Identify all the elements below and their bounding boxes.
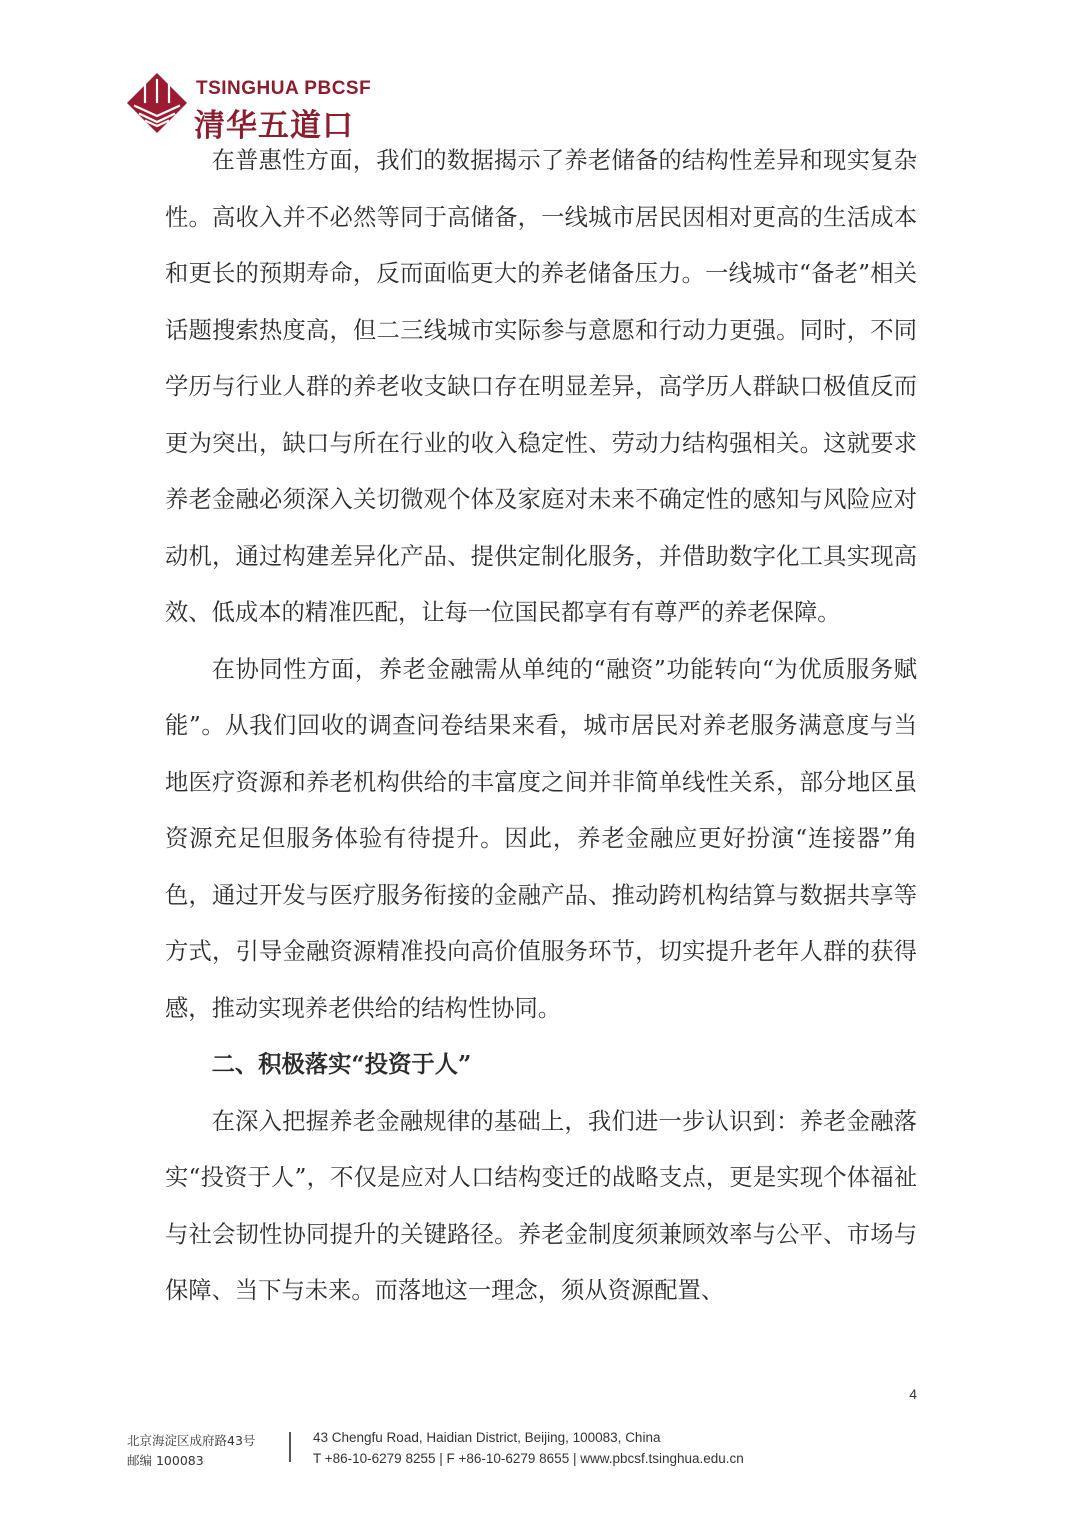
page-number: 4 (909, 1386, 917, 1402)
pbcsf-emblem-icon (126, 72, 188, 134)
logo-english-text: TSINGHUA PBCSF (196, 78, 372, 99)
paragraph-coordination: 在协同性方面，养老金融需从单纯的“融资”功能转向“为优质服务赋能”。从我们回收的调查问卷结果来看，城市居民对养老服务满意度与当地医疗资源和养老机构供给的丰富度之间并非简单线性关系，部分地区虽资源充足但服务体验有待提升。因此，养老金融应更好扮演“连接器”角色，通过开发与医疗服务衔接的金融产品、推动跨机构结算与数据共享等方式，引导金融资源精准投向高价值服务环节，切实提升老年人群的获得感，推动实现养老供给的结构性协同。 (165, 655, 917, 1022)
document-body (165, 133, 917, 1320)
footer-contact: T +86-10-6279 8255 | F +86-10-6279 8655 | www.pbcsf.tsinghua.edu.cn (313, 1451, 744, 1466)
footer-address-cn: 北京海淀区成府路43号 (127, 1433, 256, 1448)
paragraph-inclusiveness: 在普惠性方面，我们的数据揭示了养老储备的结构性差异和现实复杂性。高收入并不必然等同于高储备，一线城市居民因相对更高的生活成本和更长的预期寿命，反而面临更大的养老储备压力。一线城市“备老”相关话题搜索热度高，但二三线城市实际参与意愿和行动力更强。同时，不同学历与行业人群的养老收支缺口存在明显差异，高学历人群缺口极值反而更为突出，缺口与所在行业的收入稳定性、劳动力结构强相关。这就要求养老金融必须深入关切微观个体及家庭对未来不确定性的感知与风险应对动机，通过构建差异化产品、提供定制化服务，并借助数字化工具实现高效、低成本的精准匹配，让每一位国民都享有有尊严的养老保障。 (165, 147, 917, 626)
paragraph-invest-in-people: 在深入把握养老金融规律的基础上，我们进一步认识到：养老金融落实“投资于人”，不仅是应对人口结构变迁的战略支点，更是实现个体福祉与社会韧性协同提升的关键路径。养老金制度须兼顾效率与公平、市场与保障、当下与未来。而落地这一理念，须从资源配置、 (165, 1107, 917, 1304)
footer-address-en: 43 Chengfu Road, Haidian District, Beijing, 100083, China (313, 1430, 661, 1445)
logo-chinese-text: 清华五道口 (194, 108, 354, 144)
footer-address-en-block (313, 1427, 744, 1469)
footer-divider (289, 1432, 291, 1462)
pbcsf-logo (126, 72, 376, 142)
footer-address-cn-block (127, 1431, 255, 1471)
footer-postcode: 邮编 100083 (127, 1453, 204, 1468)
section-heading: 二、积极落实“投资于人” (211, 1051, 472, 1078)
